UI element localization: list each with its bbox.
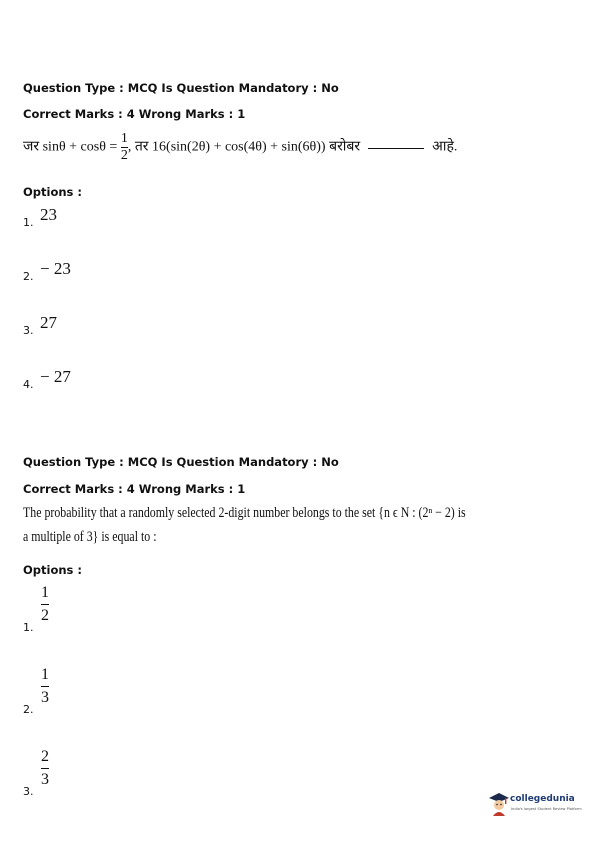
option-number: 3.: [23, 324, 34, 337]
option-number: 1.: [23, 216, 34, 229]
fraction-numerator: 1: [41, 666, 49, 683]
fraction-numerator: 1: [120, 131, 128, 146]
option-fraction: [41, 667, 49, 706]
graduate-mascot-icon: [488, 792, 510, 816]
option-fraction: [41, 749, 49, 788]
fraction-denominator: 3: [41, 771, 49, 788]
fraction-one-half: [121, 132, 128, 163]
question-text-middle: , तर 16(sin(2θ) + cos(4θ) + sin(6θ)) बरोबर: [127, 139, 361, 155]
question-marks-meta: Correct Marks : 4 Wrong Marks : 1: [23, 107, 246, 121]
option-value: 23: [40, 205, 57, 224]
question-text-line-1: The probability that a randomly selected 2-digit number belongs to the set {n ϵ N : (2ⁿ − 2) is: [23, 505, 466, 521]
question-text-start: जर sinθ + cosθ =: [23, 139, 121, 155]
answer-blank: [368, 148, 424, 149]
fraction-numerator: 1: [41, 584, 49, 601]
fraction-numerator: 2: [41, 748, 49, 765]
collegedunia-logo: [488, 790, 582, 820]
question-text-line-2: a multiple of 3} is equal to :: [23, 529, 157, 545]
question-marks-meta: Correct Marks : 4 Wrong Marks : 1: [23, 482, 246, 496]
option-fraction: [41, 585, 49, 624]
question-type-meta: Question Type : MCQ Is Question Mandatory : No: [23, 81, 339, 95]
option-number: 4.: [23, 378, 34, 391]
question-text-end: आहे.: [432, 139, 458, 155]
logo-tagline: India's largest Student Review Platform: [511, 807, 582, 811]
option-number: 3.: [23, 785, 34, 798]
option-value: − 23: [40, 259, 71, 278]
fraction-denominator: 2: [41, 607, 49, 624]
fraction-denominator: 3: [41, 689, 49, 706]
logo-name: collegedunia: [510, 794, 575, 804]
question-type-meta: Question Type : MCQ Is Question Mandatory : No: [23, 455, 339, 469]
options-label: Options :: [23, 563, 82, 577]
option-number: 2.: [23, 270, 34, 283]
option-value: − 27: [40, 367, 71, 386]
option-number: 1.: [23, 621, 34, 634]
question-text: [23, 132, 457, 163]
fraction-denominator: 2: [120, 148, 128, 163]
options-label: Options :: [23, 185, 82, 199]
option-value: 27: [40, 313, 57, 332]
option-number: 2.: [23, 703, 34, 716]
